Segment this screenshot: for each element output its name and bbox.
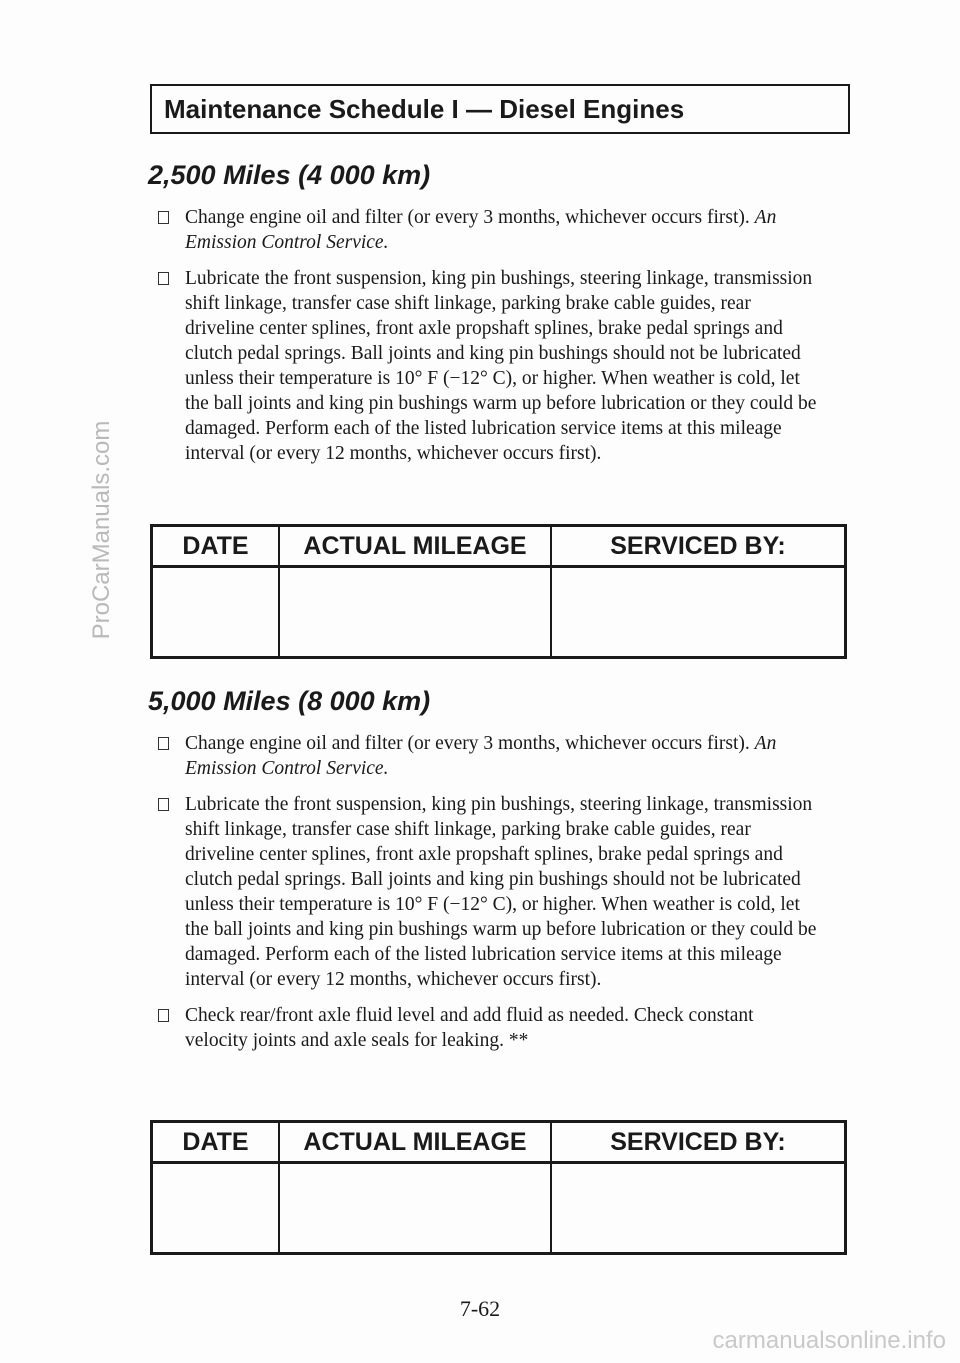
service-log-table	[150, 1120, 847, 1255]
column-header-serviced-by: SERVICED BY:	[551, 1122, 846, 1163]
section-5000-miles	[148, 686, 848, 1064]
date-cell[interactable]	[152, 567, 280, 658]
checklist-item: Change engine oil and filter (or every 3 months, whichever occurs first). An Emission Control Service.	[148, 205, 848, 255]
checkbox-icon[interactable]	[158, 1009, 169, 1022]
section-title: 5,000 Miles (8 000 km)	[148, 686, 431, 716]
checkbox-icon[interactable]	[158, 737, 169, 750]
service-log-table	[150, 524, 847, 659]
side-watermark: ProCarManuals.com	[88, 420, 115, 640]
section-title: 2,500 Miles (4 000 km)	[148, 160, 431, 190]
checklist-item: Change engine oil and filter (or every 3 months, whichever occurs first). An Emission Control Service.	[148, 731, 848, 781]
column-header-mileage: ACTUAL MILEAGE	[279, 1122, 551, 1163]
serviced-by-cell[interactable]	[551, 567, 846, 658]
checkbox-icon[interactable]	[158, 272, 169, 285]
page-header	[150, 84, 850, 134]
checkbox-icon[interactable]	[158, 798, 169, 811]
checklist-item: Check rear/front axle fluid level and add fluid as needed. Check constant velocity joints and axle seals for leaking. **	[148, 1003, 848, 1053]
bottom-watermark: carmanualsonline.info	[712, 1327, 946, 1354]
checkbox-icon[interactable]	[158, 211, 169, 224]
date-cell[interactable]	[152, 1163, 280, 1254]
mileage-cell[interactable]	[279, 1163, 551, 1254]
serviced-by-cell[interactable]	[551, 1163, 846, 1254]
checklist-item: Lubricate the front suspension, king pin bushings, steering linkage, transmission shift linkage, transfer case shift linkage, parking brake cable guides, rear driveline center splines, front axle propshaft splines, brake pedal springs and clutch pedal springs. Ball joints and king pin bushings should not be lubricated unless their temperature is 10° F (−12° C), or higher. When weather is cold, let the ball joints and king pin bushings warm up before lubrication or they could be damaged. Perform each of the listed lubrication service items at this mileage interval (or every 12 months, whichever occurs first).	[148, 266, 848, 466]
page-number: 7-62	[459, 1296, 501, 1321]
column-header-mileage: ACTUAL MILEAGE	[279, 526, 551, 567]
mileage-cell[interactable]	[279, 567, 551, 658]
page-title: Maintenance Schedule I — Diesel Engines	[164, 93, 685, 124]
column-header-date: DATE	[152, 526, 280, 567]
checklist-item: Lubricate the front suspension, king pin bushings, steering linkage, transmission shift linkage, transfer case shift linkage, parking brake cable guides, rear driveline center splines, front axle propshaft splines, brake pedal springs and clutch pedal springs. Ball joints and king pin bushings should not be lubricated unless their temperature is 10° F (−12° C), or higher. When weather is cold, let the ball joints and king pin bushings warm up before lubrication or they could be damaged. Perform each of the listed lubrication service items at this mileage interval (or every 12 months, whichever occurs first).	[148, 792, 848, 992]
section-2500-miles	[148, 160, 848, 477]
column-header-serviced-by: SERVICED BY:	[551, 526, 846, 567]
column-header-date: DATE	[152, 1122, 280, 1163]
